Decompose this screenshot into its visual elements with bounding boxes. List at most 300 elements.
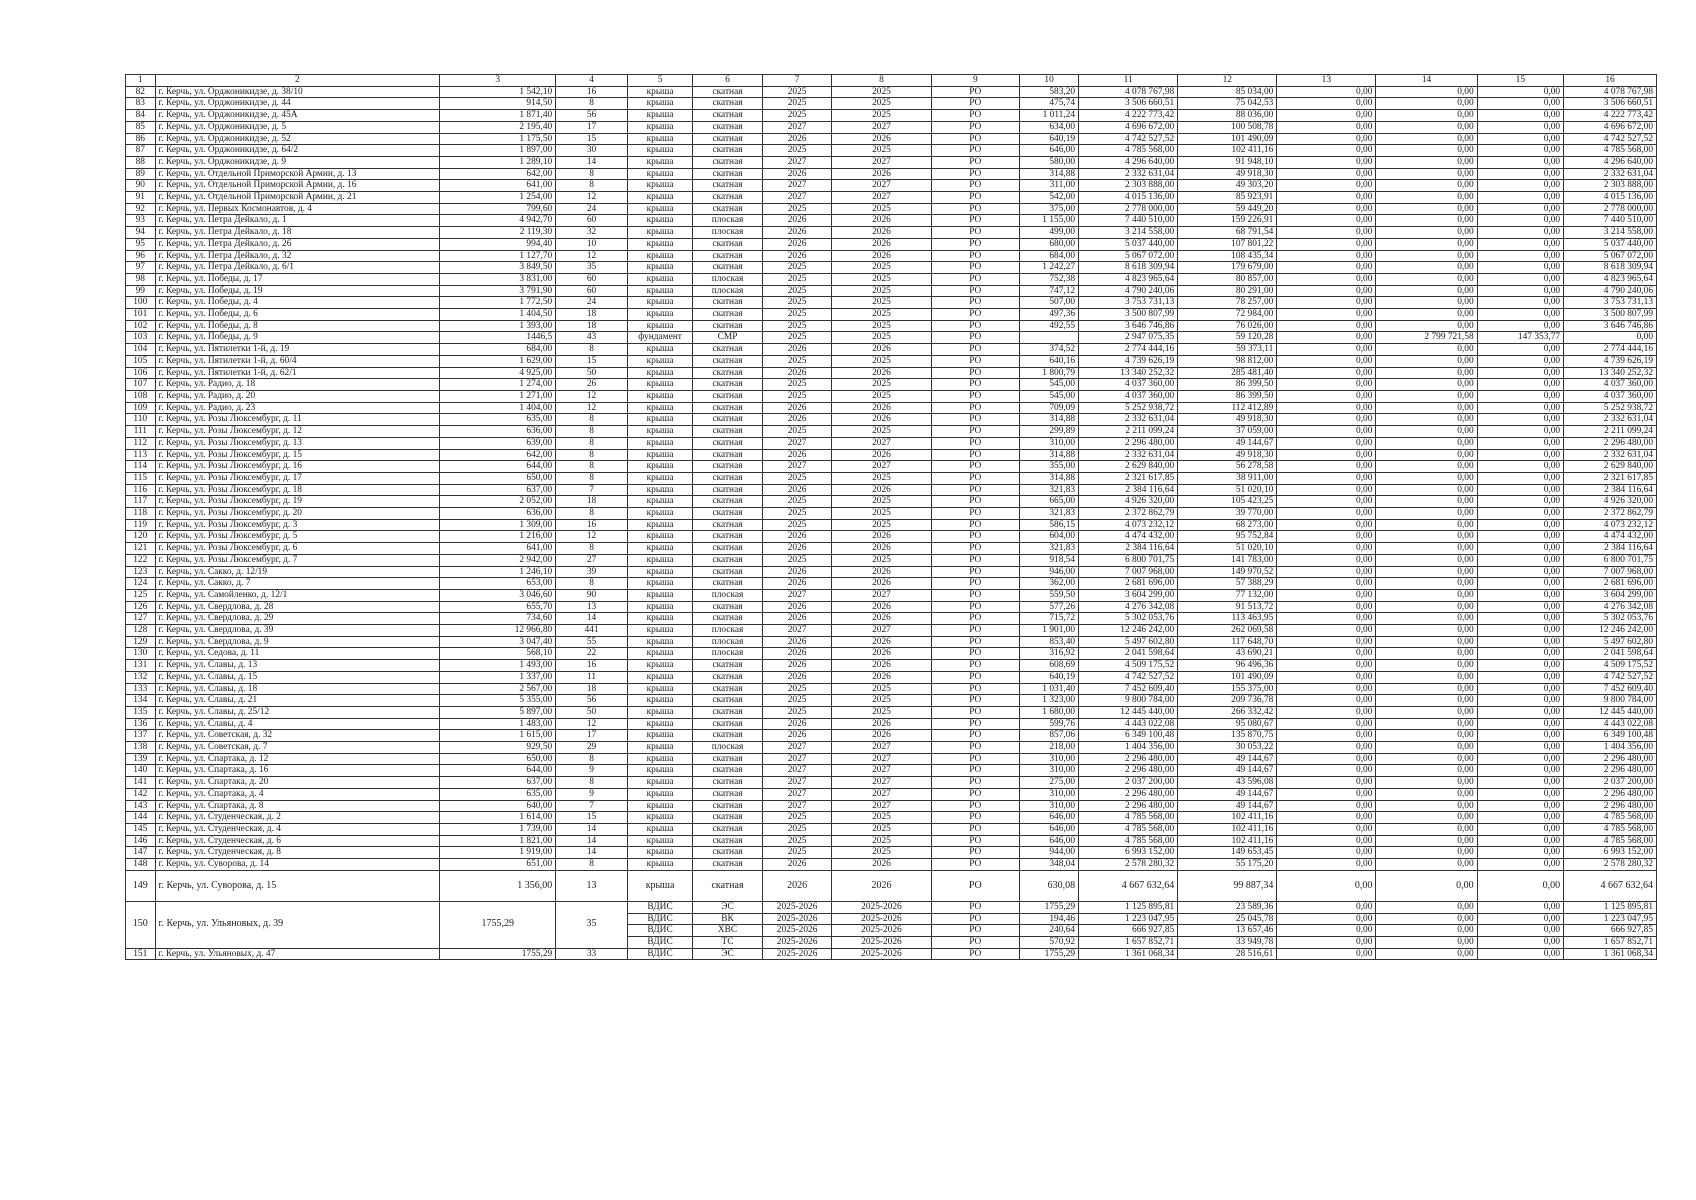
table-cell: 85 923,91	[1178, 192, 1277, 204]
table-cell: 240,64	[1020, 925, 1079, 937]
table-cell: РО	[931, 824, 1020, 836]
table-cell: ВДИС	[627, 901, 692, 913]
table-cell: скатная	[693, 250, 763, 262]
table-cell: 0,00	[1477, 648, 1563, 660]
table-cell: 0,00	[1376, 426, 1477, 438]
table-cell: 0,00	[1477, 812, 1563, 824]
table-cell: 11	[556, 671, 628, 683]
table-cell: ЭС	[693, 948, 763, 960]
table-row	[126, 730, 1657, 742]
table-cell: 107	[126, 379, 156, 391]
table-cell: 2025	[762, 554, 832, 566]
table-cell: 2 041 598,64	[1079, 648, 1178, 660]
table-cell: крыша	[627, 870, 692, 901]
table-row	[126, 320, 1657, 332]
table-cell: 1 216,00	[440, 531, 556, 543]
table-cell: 0,00	[1477, 309, 1563, 321]
table-cell: 100	[126, 297, 156, 309]
table-cell: 143	[126, 800, 156, 812]
table-cell: 56 278,58	[1178, 461, 1277, 473]
table-cell: 0,00	[1376, 742, 1477, 754]
table-cell: 640,19	[1020, 133, 1079, 145]
table-cell: 0,00	[1277, 402, 1376, 414]
table-cell: 266 332,42	[1178, 706, 1277, 718]
table-cell: 4 222 773,42	[1564, 110, 1657, 122]
table-cell: 734,60	[440, 613, 556, 625]
table-cell: 0,00	[1477, 777, 1563, 789]
table-cell: 5 037 440,00	[1564, 238, 1657, 250]
table-cell: 2026	[832, 215, 931, 227]
table-cell: 4 667 632,64	[1079, 870, 1178, 901]
table-cell: 2026	[762, 636, 832, 648]
table-cell: 49 303,20	[1178, 180, 1277, 192]
table-cell: крыша	[627, 578, 692, 590]
table-cell: г. Керчь, ул. Студенческая, д. 4	[155, 824, 440, 836]
table-cell: крыша	[627, 414, 692, 426]
table-cell: 147 353,77	[1477, 332, 1563, 344]
table-cell: 0,00	[1376, 777, 1477, 789]
table-cell: 0,00	[1277, 426, 1376, 438]
table-cell: 492,55	[1020, 320, 1079, 332]
table-cell: 310,00	[1020, 788, 1079, 800]
table-cell: 0,00	[1277, 753, 1376, 765]
table-cell: 8	[556, 472, 628, 484]
table-cell: 6	[693, 75, 763, 87]
table-cell: 141	[126, 777, 156, 789]
table-cell: 2 774 444,16	[1079, 344, 1178, 356]
table-cell: 60	[556, 273, 628, 285]
table-cell: 2025	[762, 706, 832, 718]
table-cell: 2026	[832, 402, 931, 414]
table-row	[126, 859, 1657, 871]
table-cell: 93	[126, 215, 156, 227]
table-cell: г. Керчь, ул. Свердлова, д. 28	[155, 601, 440, 613]
table-cell: 1 356,00	[440, 870, 556, 901]
table-cell: 2026	[832, 636, 931, 648]
table-cell: крыша	[627, 402, 692, 414]
table-cell: 2025	[762, 683, 832, 695]
table-cell: г. Керчь, ул. Розы Люксембург, д. 5	[155, 531, 440, 543]
table-cell: 0,00	[1477, 215, 1563, 227]
table-cell: 2 296 480,00	[1079, 753, 1178, 765]
table-cell: 1 404 356,00	[1079, 742, 1178, 754]
table-cell: 29	[556, 742, 628, 754]
table-row	[126, 285, 1657, 297]
table-cell: 0,00	[1477, 262, 1563, 274]
table-cell: РО	[931, 449, 1020, 461]
table-cell: 4	[556, 75, 628, 87]
table-cell: 148	[126, 859, 156, 871]
table-cell: скатная	[693, 379, 763, 391]
table-cell: 646,00	[1020, 812, 1079, 824]
table-row	[126, 355, 1657, 367]
table-cell: РО	[931, 309, 1020, 321]
table-cell: крыша	[627, 765, 692, 777]
table-cell: 49 918,30	[1178, 449, 1277, 461]
table-cell: 72 984,00	[1178, 309, 1277, 321]
table-cell: 7 452 609,40	[1564, 683, 1657, 695]
table-cell: скатная	[693, 309, 763, 321]
table-cell: крыша	[627, 262, 692, 274]
table-cell: 640,00	[440, 800, 556, 812]
table-cell: г. Керчь, ул. Советская, д. 7	[155, 742, 440, 754]
table-cell: 640,19	[1020, 671, 1079, 683]
table-cell: крыша	[627, 812, 692, 824]
table-cell: 136	[126, 718, 156, 730]
table-cell: 8	[832, 75, 931, 87]
table-cell: 2026	[762, 250, 832, 262]
table-cell: 275,00	[1020, 777, 1079, 789]
table-cell: 86 399,50	[1178, 390, 1277, 402]
table-cell: 0,00	[1277, 519, 1376, 531]
table-cell: 4 509 175,52	[1079, 660, 1178, 672]
table-cell: 0,00	[1277, 812, 1376, 824]
table-cell: 321,83	[1020, 484, 1079, 496]
table-cell: 2026	[832, 870, 931, 901]
table-cell: 0,00	[1277, 273, 1376, 285]
table-cell: 151	[126, 948, 156, 960]
table-cell: 321,83	[1020, 543, 1079, 555]
table-cell: 0,00	[1376, 461, 1477, 473]
table-cell: крыша	[627, 531, 692, 543]
table-cell: плоская	[693, 636, 763, 648]
table-cell: 2025	[832, 519, 931, 531]
table-cell: 4 785 568,00	[1079, 824, 1178, 836]
table-cell: 0,00	[1376, 718, 1477, 730]
table-cell: крыша	[627, 215, 692, 227]
table-cell: 2 041 598,64	[1564, 648, 1657, 660]
table-cell: 0,00	[1477, 613, 1563, 625]
table-cell: 1 800,79	[1020, 367, 1079, 379]
table-cell: 95 752,84	[1178, 531, 1277, 543]
table-cell: 2 119,30	[440, 227, 556, 239]
table-cell: 4 078 767,98	[1564, 86, 1657, 98]
table-cell: 285 481,40	[1178, 367, 1277, 379]
table-cell: 2027	[762, 788, 832, 800]
table-cell: 857,06	[1020, 730, 1079, 742]
table-cell: РО	[931, 671, 1020, 683]
table-cell: 9 800 784,00	[1564, 695, 1657, 707]
table-cell: 8	[556, 426, 628, 438]
table-cell: 5 302 053,76	[1564, 613, 1657, 625]
table-cell: 12 966,80	[440, 625, 556, 637]
table-cell: 1 223 047,95	[1564, 913, 1657, 925]
table-cell: 0,00	[1277, 913, 1376, 925]
table-cell: 97	[126, 262, 156, 274]
table-cell: 2 321 617,85	[1079, 472, 1178, 484]
table-cell: РО	[931, 437, 1020, 449]
table-cell: 16	[556, 660, 628, 672]
table-cell: 8	[556, 578, 628, 590]
table-cell: 0,00	[1277, 332, 1376, 344]
table-cell: крыша	[627, 788, 692, 800]
table-cell: скатная	[693, 847, 763, 859]
table-cell: 2 211 099,24	[1079, 426, 1178, 438]
table-cell: 2025	[762, 390, 832, 402]
table-cell: 109	[126, 402, 156, 414]
table-cell: 709,09	[1020, 402, 1079, 414]
table-cell: 0,00	[1477, 496, 1563, 508]
table-row	[126, 121, 1657, 133]
table-cell: 0,00	[1376, 636, 1477, 648]
table-cell: 0,00	[1477, 847, 1563, 859]
table-cell: 5 302 053,76	[1079, 613, 1178, 625]
table-cell: 57 388,29	[1178, 578, 1277, 590]
table-cell: 4 037 360,00	[1079, 379, 1178, 391]
table-row	[126, 948, 1657, 960]
table-row	[126, 765, 1657, 777]
table-cell: скатная	[693, 613, 763, 625]
table-cell: 2027	[832, 753, 931, 765]
table-cell: 2026	[832, 718, 931, 730]
table-cell: 125	[126, 589, 156, 601]
table-cell: 142	[126, 788, 156, 800]
table-cell: 0,00	[1376, 578, 1477, 590]
table-cell: РО	[931, 121, 1020, 133]
table-cell: 651,00	[440, 859, 556, 871]
capital-repair-table	[125, 74, 1657, 960]
table-row	[126, 671, 1657, 683]
table-cell: 0,00	[1376, 835, 1477, 847]
table-cell: 2025-2026	[762, 948, 832, 960]
table-cell: 362,00	[1020, 578, 1079, 590]
table-cell: 0,00	[1376, 847, 1477, 859]
table-cell: 6 349 100,48	[1079, 730, 1178, 742]
table-cell: 0,00	[1376, 449, 1477, 461]
table-cell: 4 790 240,06	[1564, 285, 1657, 297]
table-cell: 2026	[762, 859, 832, 871]
table-cell: скатная	[693, 426, 763, 438]
table-cell: 4 474 432,00	[1079, 531, 1178, 543]
table-cell: 0,00	[1376, 238, 1477, 250]
table-cell: скатная	[693, 238, 763, 250]
table-cell: 374,52	[1020, 344, 1079, 356]
table-cell: крыша	[627, 718, 692, 730]
table-cell: г. Керчь, ул. Розы Люксембург, д. 19	[155, 496, 440, 508]
table-cell: 2027	[832, 625, 931, 637]
table-cell: г. Керчь, ул. Славы, д. 15	[155, 671, 440, 683]
table-cell: 91	[126, 192, 156, 204]
table-cell: 131	[126, 660, 156, 672]
table-cell: 3 047,40	[440, 636, 556, 648]
table-row	[126, 824, 1657, 836]
table-cell: 0,00	[1376, 309, 1477, 321]
table-cell: 90	[556, 589, 628, 601]
table-cell: 15	[1477, 75, 1563, 87]
table-cell: 642,00	[440, 168, 556, 180]
table-cell: 634,00	[1020, 121, 1079, 133]
table-cell: 646,00	[1020, 824, 1079, 836]
table-cell: 684,00	[440, 344, 556, 356]
table-cell: 0,00	[1277, 660, 1376, 672]
table-cell: 7 007 968,00	[1079, 566, 1178, 578]
table-cell: 2026	[762, 718, 832, 730]
table-cell: 2 332 631,04	[1564, 449, 1657, 461]
table-cell: 0,00	[1376, 765, 1477, 777]
table-row	[126, 472, 1657, 484]
table-cell: 7 452 609,40	[1079, 683, 1178, 695]
table-cell: 0,00	[1277, 297, 1376, 309]
table-cell: 0,00	[1376, 133, 1477, 145]
table-cell: г. Керчь, ул. Спартака, д. 12	[155, 753, 440, 765]
table-cell: 0,00	[1277, 367, 1376, 379]
table-cell: 39	[556, 566, 628, 578]
table-cell: 18	[556, 496, 628, 508]
table-cell: г. Керчь, ул. Розы Люксембург, д. 12	[155, 426, 440, 438]
table-cell: 4 925,00	[440, 367, 556, 379]
table-cell: 583,20	[1020, 86, 1079, 98]
table-cell: 6 800 701,75	[1564, 554, 1657, 566]
table-cell: 0,00	[1376, 901, 1477, 913]
table-cell: 4 790 240,06	[1079, 285, 1178, 297]
table-cell: 140	[126, 765, 156, 777]
table-cell: 2025	[762, 426, 832, 438]
table-cell: 4 696 672,00	[1079, 121, 1178, 133]
table-cell: 2026	[832, 730, 931, 742]
table-cell: 149 970,52	[1178, 566, 1277, 578]
table-cell: 113	[126, 449, 156, 461]
table-cell: 644,00	[440, 461, 556, 473]
table-cell: 0,00	[1477, 671, 1563, 683]
table-cell: плоская	[693, 625, 763, 637]
table-cell: 1 289,10	[440, 156, 556, 168]
table-cell: 3 046,60	[440, 589, 556, 601]
table-cell: 0,00	[1277, 824, 1376, 836]
table-cell: г. Керчь, ул. Сакко, д. 12/19	[155, 566, 440, 578]
table-cell: г. Керчь, ул. Славы, д. 25/12	[155, 706, 440, 718]
table-cell: 2026	[832, 601, 931, 613]
table-cell: 0,00	[1477, 461, 1563, 473]
table-cell: 2 332 631,04	[1079, 168, 1178, 180]
table-row	[126, 98, 1657, 110]
table-cell: 4 742 527,52	[1564, 671, 1657, 683]
table-cell: крыша	[627, 250, 692, 262]
table-cell: 747,12	[1020, 285, 1079, 297]
table-cell: 1 772,50	[440, 297, 556, 309]
table-row	[126, 145, 1657, 157]
table-cell: 24	[556, 297, 628, 309]
table-cell: РО	[931, 718, 1020, 730]
table-cell: 1 254,00	[440, 192, 556, 204]
table-cell: 99	[126, 285, 156, 297]
table-cell: 1446,5	[440, 332, 556, 344]
table-cell: 0,00	[1277, 180, 1376, 192]
table-cell: 918,54	[1020, 554, 1079, 566]
table-cell: РО	[931, 227, 1020, 239]
table-cell: 2 681 696,00	[1079, 578, 1178, 590]
table-cell: 155 375,00	[1178, 683, 1277, 695]
table-cell: 2 774 444,16	[1564, 344, 1657, 356]
table-cell: 0,00	[1477, 379, 1563, 391]
table-cell: 14	[556, 824, 628, 836]
table-cell: скатная	[693, 192, 763, 204]
table-cell: 2025	[832, 695, 931, 707]
table-cell: 13	[556, 601, 628, 613]
table-cell: 665,00	[1020, 496, 1079, 508]
table-cell: 115	[126, 472, 156, 484]
table-cell: 137	[126, 730, 156, 742]
table-cell: 2025-2026	[832, 901, 931, 913]
table-cell: РО	[931, 156, 1020, 168]
table-cell: 147	[126, 847, 156, 859]
table-cell: 0,00	[1477, 133, 1563, 145]
table-cell: 2027	[832, 121, 931, 133]
table-cell: 655,70	[440, 601, 556, 613]
table-cell: г. Керчь, ул. Пятилетки 1-й, д. 60/4	[155, 355, 440, 367]
table-row	[126, 566, 1657, 578]
table-cell: 0,00	[1277, 554, 1376, 566]
table-cell: 0,00	[1277, 578, 1376, 590]
table-cell: 0,00	[1277, 765, 1376, 777]
table-cell: крыша	[627, 613, 692, 625]
table-cell: 112	[126, 437, 156, 449]
table-cell: 4 785 568,00	[1564, 835, 1657, 847]
table-cell: 3 500 807,99	[1079, 309, 1178, 321]
table-cell: крыша	[627, 449, 692, 461]
table-cell: 1 361 068,34	[1564, 948, 1657, 960]
table-cell: 3 506 660,51	[1564, 98, 1657, 110]
table-cell: 12 246 242,00	[1079, 625, 1178, 637]
table-cell: 43 596,08	[1178, 777, 1277, 789]
table-cell: 8 618 309,94	[1564, 262, 1657, 274]
table-cell: 715,72	[1020, 613, 1079, 625]
table-cell: 107 801,22	[1178, 238, 1277, 250]
table-cell: 0,00	[1277, 168, 1376, 180]
table-cell: РО	[931, 98, 1020, 110]
table-cell: 4 742 527,52	[1079, 671, 1178, 683]
table-cell: 2 384 116,64	[1079, 543, 1178, 555]
table-cell: 0,00	[1376, 566, 1477, 578]
table-cell: РО	[931, 203, 1020, 215]
table-cell: 2025	[832, 379, 931, 391]
table-cell: 1 242,27	[1020, 262, 1079, 274]
table-cell: 0,00	[1477, 180, 1563, 192]
table-cell: РО	[931, 461, 1020, 473]
table-cell: 4 037 360,00	[1564, 390, 1657, 402]
table-cell: ХВС	[693, 925, 763, 937]
table-cell: 128	[126, 625, 156, 637]
table-cell: 0,00	[1477, 925, 1563, 937]
table-cell: 2025	[832, 145, 931, 157]
table-cell: 0,00	[1277, 449, 1376, 461]
table-cell: РО	[931, 355, 1020, 367]
table-cell: 0,00	[1477, 320, 1563, 332]
table-cell: 348,04	[1020, 859, 1079, 871]
table-cell: 105	[126, 355, 156, 367]
table-cell: 0,00	[1477, 426, 1563, 438]
table-cell: 4 942,70	[440, 215, 556, 227]
table-cell: скатная	[693, 683, 763, 695]
table-cell: 2026	[832, 859, 931, 871]
table-cell: 17	[556, 121, 628, 133]
table-cell: ВДИС	[627, 925, 692, 937]
table-cell: 0,00	[1477, 788, 1563, 800]
table-cell: 2 296 480,00	[1564, 800, 1657, 812]
table-cell: 475,74	[1020, 98, 1079, 110]
table-cell: 32	[556, 227, 628, 239]
table-cell: 2025	[832, 554, 931, 566]
table-cell: 577,26	[1020, 601, 1079, 613]
table-cell: 355,00	[1020, 461, 1079, 473]
table-cell: скатная	[693, 800, 763, 812]
table-row	[126, 402, 1657, 414]
table-cell: 314,88	[1020, 168, 1079, 180]
table-cell: 2026	[762, 660, 832, 672]
table-row	[126, 156, 1657, 168]
table-cell: 0,00	[1277, 496, 1376, 508]
table-cell: 2027	[832, 156, 931, 168]
table-cell: 0,00	[1277, 531, 1376, 543]
